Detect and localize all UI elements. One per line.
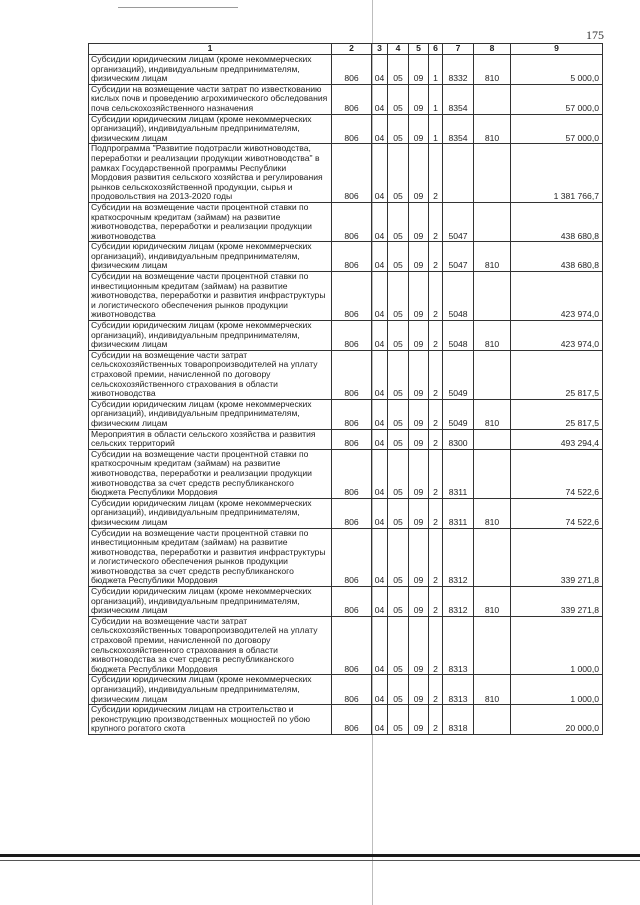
row-code-cell-c6: 2	[429, 616, 443, 675]
row-code-cell-c6: 2	[429, 705, 443, 735]
row-code-cell-c4: 05	[388, 272, 409, 321]
column-header: 8	[474, 44, 511, 55]
row-code-cell-c7: 5047	[443, 202, 474, 241]
column-header: 3	[372, 44, 388, 55]
row-code-cell-c4: 05	[388, 705, 409, 735]
row-code-cell-c2: 806	[332, 528, 372, 587]
row-code-cell-c7: 5048	[443, 272, 474, 321]
row-code-cell-c3: 04	[372, 429, 388, 449]
row-code-cell-c4: 05	[388, 321, 409, 351]
column-header: 1	[89, 44, 332, 55]
row-code-cell-c7: 5049	[443, 399, 474, 429]
row-code-cell-c6: 2	[429, 587, 443, 617]
row-code-cell-c5: 09	[409, 242, 429, 272]
row-code-cell-c8: 810	[474, 675, 511, 705]
row-code-cell-c9: 25 817,5	[511, 399, 603, 429]
row-code-cell-c6: 2	[429, 321, 443, 351]
row-code-cell-c4: 05	[388, 202, 409, 241]
row-code-cell-c7: 8313	[443, 616, 474, 675]
row-code-cell-c6: 2	[429, 202, 443, 241]
row-code-cell-c6: 2	[429, 350, 443, 399]
row-code-cell-c4: 05	[388, 528, 409, 587]
row-code-cell-c8: 810	[474, 114, 511, 144]
row-code-cell-c3: 04	[372, 705, 388, 735]
row-code-cell-c2: 806	[332, 84, 372, 114]
row-code-cell-c8	[474, 350, 511, 399]
row-code-cell-c5: 09	[409, 429, 429, 449]
row-code-cell-c9: 493 294,4	[511, 429, 603, 449]
column-header: 2	[332, 44, 372, 55]
row-code-cell-c7: 8354	[443, 84, 474, 114]
row-code-cell-c6: 2	[429, 498, 443, 528]
row-code-cell-c8	[474, 449, 511, 498]
table-row	[89, 114, 603, 144]
table-row	[89, 55, 603, 85]
row-code-cell-c8: 810	[474, 587, 511, 617]
row-code-cell-c3: 04	[372, 449, 388, 498]
row-code-cell-c2: 806	[332, 272, 372, 321]
row-code-cell-c7: 8312	[443, 587, 474, 617]
row-code-cell-c5: 09	[409, 675, 429, 705]
row-code-cell-c4: 05	[388, 350, 409, 399]
budget-table	[88, 43, 603, 735]
row-code-cell-c8: 810	[474, 399, 511, 429]
row-code-cell-c7	[443, 144, 474, 203]
row-code-cell-c3: 04	[372, 498, 388, 528]
row-code-cell-c9: 74 522,6	[511, 449, 603, 498]
row-code-cell-c2: 806	[332, 449, 372, 498]
row-code-cell-c2: 806	[332, 114, 372, 144]
row-code-cell-c2: 806	[332, 350, 372, 399]
column-header: 7	[443, 44, 474, 55]
row-code-cell-c4: 05	[388, 449, 409, 498]
row-code-cell-c7: 8313	[443, 675, 474, 705]
row-code-cell-c8: 810	[474, 498, 511, 528]
row-code-cell-c4: 05	[388, 55, 409, 85]
row-code-cell-c8	[474, 202, 511, 241]
row-code-cell-c9: 438 680,8	[511, 202, 603, 241]
table-row	[89, 429, 603, 449]
table-row	[89, 705, 603, 735]
row-code-cell-c5: 09	[409, 272, 429, 321]
row-code-cell-c6: 2	[429, 528, 443, 587]
row-code-cell-c5: 09	[409, 321, 429, 351]
row-code-cell-c2: 806	[332, 616, 372, 675]
row-name-cell: Субсидии юридическим лицам (кроме некоммерческих организаций), индивидуальным предпринимателям, физическим лицам	[89, 587, 332, 617]
row-code-cell-c4: 05	[388, 84, 409, 114]
row-code-cell-c3: 04	[372, 399, 388, 429]
row-code-cell-c2: 806	[332, 705, 372, 735]
row-code-cell-c7: 8354	[443, 114, 474, 144]
row-code-cell-c5: 09	[409, 528, 429, 587]
row-code-cell-c3: 04	[372, 84, 388, 114]
row-name-cell: Субсидии на возмещение части затрат сельскохозяйственных товаропроизводителей на уплату страховой премии, начисленной по договору сельскохозяйственного страхования в области животноводства	[89, 350, 332, 399]
row-name-cell: Субсидии на возмещение части процентной ставки по краткосрочным кредитам (займам) на развитие животноводства, переработки и реализации продукции животноводства	[89, 202, 332, 241]
table-row	[89, 449, 603, 498]
row-code-cell-c5: 09	[409, 114, 429, 144]
row-code-cell-c9: 74 522,6	[511, 498, 603, 528]
column-header: 6	[429, 44, 443, 55]
row-code-cell-c2: 806	[332, 321, 372, 351]
row-code-cell-c9: 1 000,0	[511, 616, 603, 675]
row-code-cell-c6: 2	[429, 429, 443, 449]
table-row	[89, 272, 603, 321]
row-code-cell-c9: 57 000,0	[511, 114, 603, 144]
table-row	[89, 498, 603, 528]
row-name-cell: Подпрограмма "Развитие подотрасли животноводства, переработки и реализации продукции животноводства" в рамках Государственной программы Республики Мордовия развития сельского хозяйства и регулирования рынков сельскохозяйственной продукции, сырья и продовольствия на 2013-2020 годы	[89, 144, 332, 203]
row-code-cell-c5: 09	[409, 705, 429, 735]
row-code-cell-c7: 5048	[443, 321, 474, 351]
row-code-cell-c9: 339 271,8	[511, 587, 603, 617]
row-code-cell-c2: 806	[332, 202, 372, 241]
row-code-cell-c8	[474, 84, 511, 114]
row-code-cell-c2: 806	[332, 242, 372, 272]
row-code-cell-c5: 09	[409, 55, 429, 85]
table-row	[89, 616, 603, 675]
table-row	[89, 350, 603, 399]
row-code-cell-c3: 04	[372, 350, 388, 399]
row-code-cell-c8	[474, 144, 511, 203]
table-row	[89, 528, 603, 587]
row-code-cell-c7: 5047	[443, 242, 474, 272]
bottom-rule	[0, 854, 640, 857]
row-code-cell-c5: 09	[409, 616, 429, 675]
row-code-cell-c3: 04	[372, 528, 388, 587]
row-code-cell-c6: 2	[429, 449, 443, 498]
row-code-cell-c4: 05	[388, 429, 409, 449]
row-code-cell-c3: 04	[372, 202, 388, 241]
row-code-cell-c6: 2	[429, 399, 443, 429]
table-row	[89, 202, 603, 241]
row-code-cell-c3: 04	[372, 144, 388, 203]
row-code-cell-c7: 8312	[443, 528, 474, 587]
row-name-cell: Субсидии на возмещение части затрат сельскохозяйственных товаропроизводителей на уплату страховой премии, начисленной по договору сельскохозяйственного страхования в области животноводства за счет средств республиканского бюджета Республики Мордовия	[89, 616, 332, 675]
row-name-cell: Субсидии юридическим лицам (кроме некоммерческих организаций), индивидуальным предпринимателям, физическим лицам	[89, 242, 332, 272]
row-code-cell-c8	[474, 528, 511, 587]
row-code-cell-c3: 04	[372, 587, 388, 617]
row-code-cell-c4: 05	[388, 675, 409, 705]
row-code-cell-c7: 8311	[443, 449, 474, 498]
row-code-cell-c3: 04	[372, 242, 388, 272]
page-number: 175	[586, 28, 604, 42]
row-code-cell-c7: 8311	[443, 498, 474, 528]
row-code-cell-c9: 423 974,0	[511, 272, 603, 321]
row-code-cell-c5: 09	[409, 449, 429, 498]
row-code-cell-c2: 806	[332, 429, 372, 449]
row-code-cell-c9: 1 000,0	[511, 675, 603, 705]
row-name-cell: Субсидии на возмещение части процентной ставки по краткосрочным кредитам (займам) на развитие животноводства, переработки и реализации продукции животноводства за счет средств республиканского бюджета Республики Мордовия	[89, 449, 332, 498]
row-code-cell-c6: 2	[429, 675, 443, 705]
row-code-cell-c8	[474, 272, 511, 321]
row-code-cell-c2: 806	[332, 587, 372, 617]
row-code-cell-c4: 05	[388, 144, 409, 203]
row-name-cell: Субсидии на возмещение части затрат по известкованию кислых почв и проведению агрохимического обследования почв сельскохозяйственного назначения	[89, 84, 332, 114]
row-code-cell-c6: 2	[429, 144, 443, 203]
table-row	[89, 587, 603, 617]
row-code-cell-c6: 1	[429, 84, 443, 114]
row-code-cell-c3: 04	[372, 55, 388, 85]
row-code-cell-c9: 25 817,5	[511, 350, 603, 399]
row-name-cell: Субсидии юридическим лицам на строительство и реконструкцию производственных мощностей по убою крупного рогатого скота	[89, 705, 332, 735]
row-code-cell-c4: 05	[388, 242, 409, 272]
row-code-cell-c3: 04	[372, 321, 388, 351]
row-name-cell: Субсидии юридическим лицам (кроме некоммерческих организаций), индивидуальным предпринимателям, физическим лицам	[89, 55, 332, 85]
row-code-cell-c2: 806	[332, 144, 372, 203]
row-code-cell-c5: 09	[409, 144, 429, 203]
row-code-cell-c9: 423 974,0	[511, 321, 603, 351]
row-code-cell-c7: 8318	[443, 705, 474, 735]
row-code-cell-c4: 05	[388, 498, 409, 528]
row-code-cell-c9: 5 000,0	[511, 55, 603, 85]
row-code-cell-c9: 57 000,0	[511, 84, 603, 114]
row-code-cell-c4: 05	[388, 616, 409, 675]
table-row	[89, 242, 603, 272]
row-code-cell-c2: 806	[332, 399, 372, 429]
row-code-cell-c8: 810	[474, 321, 511, 351]
row-code-cell-c4: 05	[388, 587, 409, 617]
row-name-cell: Субсидии юридическим лицам (кроме некоммерческих организаций), индивидуальным предпринимателям, физическим лицам	[89, 675, 332, 705]
row-code-cell-c7: 5049	[443, 350, 474, 399]
table-header-row	[89, 44, 603, 55]
row-code-cell-c2: 806	[332, 498, 372, 528]
row-code-cell-c5: 09	[409, 350, 429, 399]
row-name-cell: Субсидии юридическим лицам (кроме некоммерческих организаций), индивидуальным предпринимателям, физическим лицам	[89, 321, 332, 351]
top-edge-line	[118, 7, 238, 8]
row-name-cell: Субсидии на возмещение части процентной ставки по инвестиционным кредитам (займам) на развитие животноводства, переработки и развития инфраструктуры и логистического обеспечения рынков продукции животноводства	[89, 272, 332, 321]
row-code-cell-c8	[474, 616, 511, 675]
table-row	[89, 399, 603, 429]
column-header: 4	[388, 44, 409, 55]
row-code-cell-c9: 339 271,8	[511, 528, 603, 587]
table-row	[89, 84, 603, 114]
row-code-cell-c8	[474, 429, 511, 449]
row-code-cell-c4: 05	[388, 114, 409, 144]
row-code-cell-c8: 810	[474, 55, 511, 85]
row-code-cell-c2: 806	[332, 675, 372, 705]
row-code-cell-c6: 1	[429, 114, 443, 144]
row-code-cell-c5: 09	[409, 587, 429, 617]
column-header: 5	[409, 44, 429, 55]
row-code-cell-c5: 09	[409, 399, 429, 429]
row-code-cell-c5: 09	[409, 202, 429, 241]
row-name-cell: Субсидии юридическим лицам (кроме некоммерческих организаций), индивидуальным предпринимателям, физическим лицам	[89, 399, 332, 429]
row-code-cell-c7: 8300	[443, 429, 474, 449]
row-name-cell: Мероприятия в области сельского хозяйства и развития сельских территорий	[89, 429, 332, 449]
row-code-cell-c3: 04	[372, 114, 388, 144]
row-code-cell-c6: 2	[429, 272, 443, 321]
row-code-cell-c8	[474, 705, 511, 735]
row-name-cell: Субсидии юридическим лицам (кроме некоммерческих организаций), индивидуальным предпринимателям, физическим лицам	[89, 498, 332, 528]
row-code-cell-c9: 438 680,8	[511, 242, 603, 272]
row-code-cell-c9: 1 381 766,7	[511, 144, 603, 203]
row-name-cell: Субсидии на возмещение части процентной ставки по инвестиционным кредитам (займам) на развитие животноводства, переработки и развития инфраструктуры и логистического обеспечения рынков продукции животноводства за счет средств республиканского бюджета Республики Мордовия	[89, 528, 332, 587]
row-code-cell-c2: 806	[332, 55, 372, 85]
table-row	[89, 675, 603, 705]
row-code-cell-c5: 09	[409, 84, 429, 114]
row-code-cell-c3: 04	[372, 272, 388, 321]
table-row	[89, 321, 603, 351]
row-code-cell-c3: 04	[372, 616, 388, 675]
row-code-cell-c9: 20 000,0	[511, 705, 603, 735]
column-header: 9	[511, 44, 603, 55]
table-row	[89, 144, 603, 203]
row-code-cell-c6: 1	[429, 55, 443, 85]
row-name-cell: Субсидии юридическим лицам (кроме некоммерческих организаций), индивидуальным предпринимателям, физическим лицам	[89, 114, 332, 144]
row-code-cell-c5: 09	[409, 498, 429, 528]
row-code-cell-c7: 8332	[443, 55, 474, 85]
row-code-cell-c3: 04	[372, 675, 388, 705]
row-code-cell-c4: 05	[388, 399, 409, 429]
row-code-cell-c6: 2	[429, 242, 443, 272]
row-code-cell-c8: 810	[474, 242, 511, 272]
bottom-rule-thin	[0, 860, 640, 861]
